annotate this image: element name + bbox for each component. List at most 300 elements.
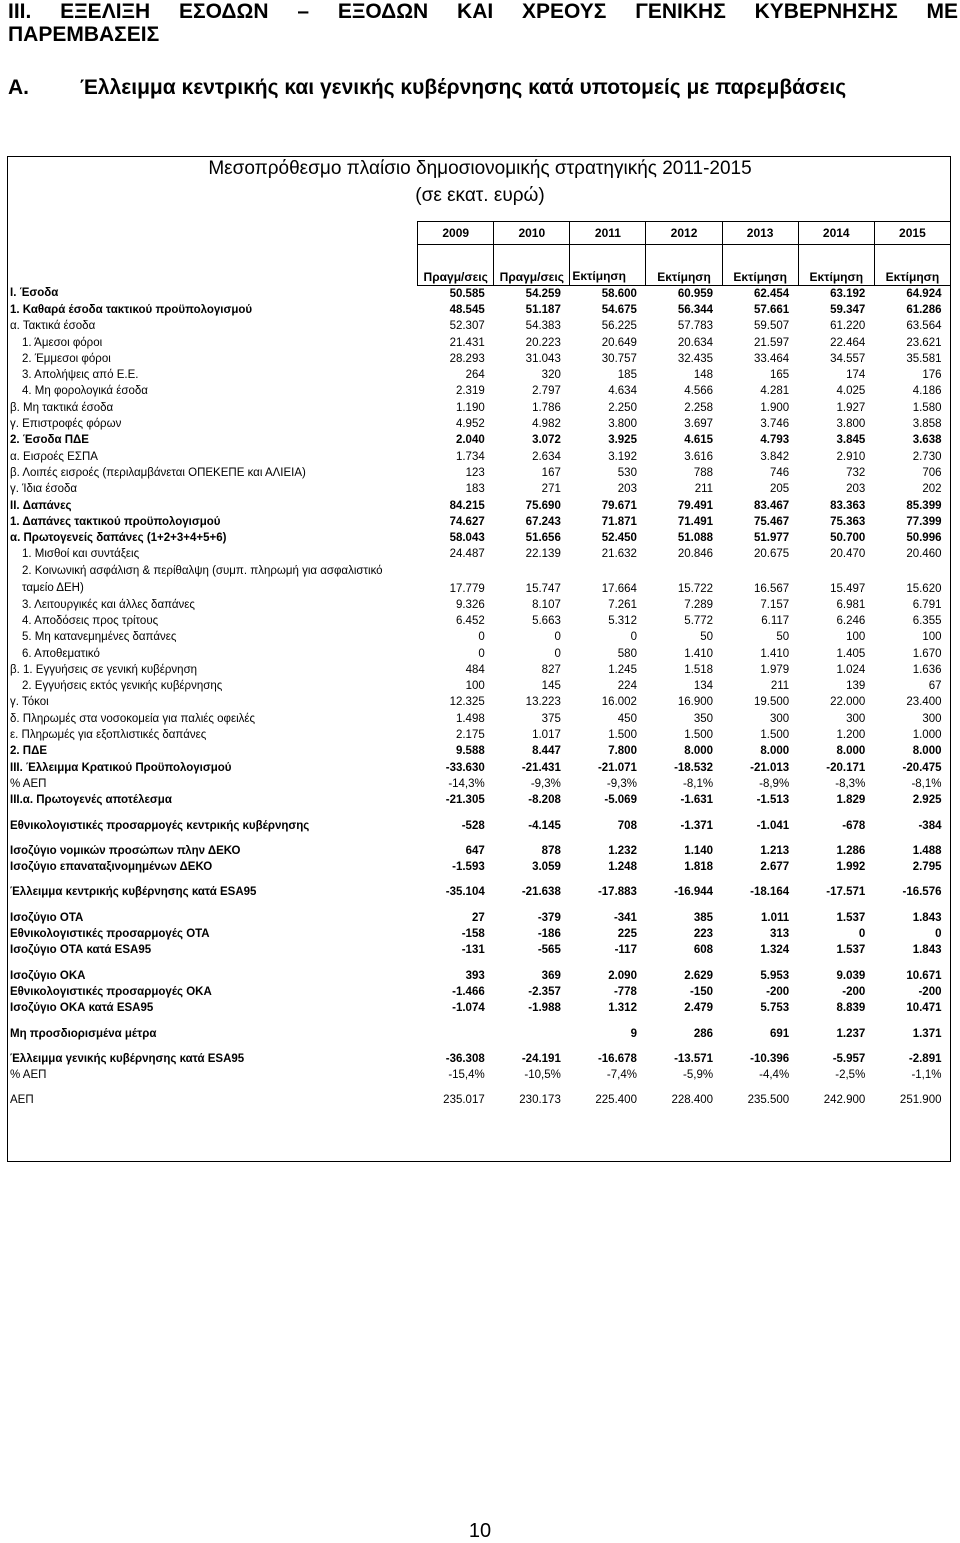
cell-value: -379 [537,911,561,924]
cell-value: 1.900 [760,401,790,414]
year-header: 2012 [646,222,722,245]
cell-value: 2.795 [912,861,942,874]
cell-value: 1.011 [761,911,790,924]
cell-value: 691 [770,1027,790,1040]
cell-value: 52.450 [601,532,637,545]
row-label: Ισοζύγιο ΟΚΑ κατά ESA95 [10,1002,154,1015]
cell-value: 2.629 [684,969,714,982]
cell-value: 1.410 [684,647,714,660]
status-header: Εκτίμηση [874,245,950,286]
table-row [8,514,951,530]
cell-value: 20.649 [601,336,637,349]
cell-value: -4.145 [528,819,561,832]
cell-value: 7.800 [608,745,637,758]
cell-value: 235.500 [747,1094,790,1107]
cell-value: 1.580 [912,401,942,414]
cell-value: -384 [918,819,942,832]
cell-value: 8.447 [532,745,561,758]
row-label: % ΑΕΠ [10,777,47,790]
cell-value: -200 [766,985,790,998]
cell-value: 2.634 [532,450,561,463]
cell-value: 15.722 [677,583,714,596]
cell-value: 100 [465,680,485,693]
cell-value: 225.400 [595,1094,637,1107]
cell-value: -341 [613,911,637,924]
cell-value: 228.400 [671,1094,714,1107]
cell-value: 1.312 [608,1002,637,1015]
cell-value: -18.532 [674,761,714,774]
cell-value: 165 [770,369,790,382]
cell-value: -10.396 [750,1052,790,1065]
table-row [8,498,951,514]
cell-value: 313 [770,928,790,941]
cell-value: 3.842 [760,450,790,463]
table-row [8,351,951,367]
table-row [8,613,951,629]
cell-value: 1.843 [912,911,942,924]
spacer-row [8,959,951,968]
cell-value: 100 [922,631,942,644]
cell-value: -1.631 [680,794,714,807]
cell-value: 56.225 [601,320,637,333]
cell-value: 15.620 [906,583,942,596]
cell-value: 1.818 [684,861,714,874]
cell-value: 75.690 [525,499,561,512]
table-row [8,711,951,727]
cell-value: 0 [554,647,561,660]
row-label: Ισοζύγιο επαναταξινομημένων ΔΕΚΟ [10,861,213,874]
cell-value: 35.581 [906,352,942,365]
table-body [8,286,951,1110]
cell-value: 58.043 [449,532,485,545]
row-label: 5. Μη κατανεμημένες δαπάνες [22,631,177,644]
cell-value: 300 [846,712,866,725]
cell-value: 23.621 [906,336,942,349]
spacer-row [8,901,951,910]
cell-value: 350 [693,712,714,725]
cell-value: 271 [541,483,561,496]
cell-value: 4.566 [684,385,714,398]
cell-value: 51.187 [525,303,561,316]
cell-value: 30.757 [601,352,637,365]
table-title: Μεσοπρόθεσμο πλαίσιο δημοσιονομικής στρατηγικής 2011-2015 [208,158,752,179]
cell-value: 1.979 [760,663,790,676]
cell-value: 1.405 [836,647,866,660]
cell-value: 286 [693,1027,714,1040]
cell-value: 54.675 [601,303,637,316]
table-row [8,760,951,776]
year-header: 2015 [874,222,950,245]
cell-value: 1.786 [532,401,561,414]
cell-value: 58.600 [601,287,637,300]
row-label: α. Πρωτογενείς δαπάνες (1+2+3+4+5+6) [10,532,227,545]
cell-value: 1.500 [760,729,790,742]
cell-value: 2.258 [684,401,714,414]
table-row [8,860,951,876]
cell-value: 67.243 [525,515,561,528]
table-row [8,433,951,449]
cell-value: 235.017 [443,1094,485,1107]
cell-value: 1.670 [912,647,942,660]
cell-value: 230.173 [519,1094,561,1107]
cell-value: 6.355 [912,614,942,627]
status-header: Εκτίμηση [646,245,722,286]
cell-value: 6.117 [761,614,790,627]
cell-value: 1.636 [912,663,942,676]
cell-value: 85.399 [906,499,942,512]
cell-value: 4.281 [760,385,790,398]
cell-value: 79.671 [601,499,637,512]
year-header: 2013 [722,222,798,245]
cell-value: 13.223 [525,696,561,709]
cell-value: 4.634 [608,385,637,398]
cell-value: 369 [541,969,561,982]
table-row [8,968,951,984]
cell-value: 1.140 [684,844,714,857]
cell-value: 19.500 [754,696,790,709]
cell-value: -24.191 [521,1052,561,1065]
cell-value: 64.924 [906,287,942,300]
row-label: 3. Απολήψεις από Ε.Ε. [22,369,139,382]
row-label: α. Τακτικά έσοδα [10,320,96,333]
cell-value: 5.663 [532,614,561,627]
cell-value: 385 [693,911,714,924]
cell-value: 8.839 [836,1002,866,1015]
cell-value: 788 [693,466,714,479]
row-label: 4. Μη φορολογικά έσοδα [22,385,148,398]
cell-value: -200 [842,985,866,998]
cell-value: 320 [541,369,561,382]
cell-value: 1.498 [455,712,485,725]
cell-value: -20.171 [826,761,866,774]
table-row [8,367,951,383]
table-row [8,943,951,959]
cell-value: 1.537 [836,911,866,924]
cell-value: -9,3% [530,777,561,790]
cell-value: 5.772 [684,614,714,627]
cell-value: 4.025 [836,385,866,398]
cell-value: 1.200 [836,729,866,742]
year-header: 2011 [570,222,646,245]
cell-value: 20.460 [906,548,942,561]
cell-value: 59.507 [754,320,790,333]
cell-value: 3.638 [912,434,942,447]
cell-value: 211 [694,483,714,496]
cell-value: 1.992 [836,861,866,874]
cell-value: 34.557 [830,352,866,365]
cell-value: 5.312 [608,614,637,627]
row-label: Εθνικολογιστικές προσαρμογές κεντρικής κυβέρνησης [10,819,310,832]
cell-value: 1.213 [760,844,790,857]
cell-value: 6.452 [455,614,485,627]
cell-value: 3.746 [760,418,790,431]
cell-value: 60.959 [677,287,714,300]
row-label: 1. Δαπάνες τακτικού προϋπολογισμού [10,515,221,528]
cell-value: 203 [846,483,866,496]
cell-value: -1.041 [756,819,790,832]
cell-value: 51.977 [754,532,790,545]
cell-value: 1.190 [455,401,485,414]
cell-value: -33.630 [445,761,485,774]
row-label: Εθνικολογιστικές προσαρμογές ΟΚΑ [10,985,212,998]
table-row [8,547,951,563]
table-row [8,400,951,416]
cell-value: 1.410 [760,647,790,660]
cell-value: -21.305 [445,794,485,807]
cell-value: 74.627 [449,515,485,528]
cell-value: -131 [461,944,485,957]
cell-value: 9 [630,1027,637,1040]
spacer-row [8,1017,951,1026]
year-header-row [8,222,951,245]
cell-value: 22.139 [525,548,561,561]
cell-value: 63.192 [830,287,866,300]
table-row [8,793,951,809]
cell-value: 251.900 [899,1094,942,1107]
cell-value: 0 [554,631,561,644]
cell-value: 0 [935,928,942,941]
cell-value: 148 [693,369,714,382]
table-row [8,416,951,432]
section-number: Α. [8,76,29,99]
cell-value: 647 [465,844,485,857]
cell-value: 16.567 [754,583,790,596]
cell-value: 183 [465,483,485,496]
cell-value: 3.800 [836,418,866,431]
cell-value: 100 [846,631,866,644]
cell-value: -18.164 [750,886,790,899]
cell-value: 1.237 [836,1027,866,1040]
cell-value: 52.307 [449,320,485,333]
cell-value: 54.259 [525,287,561,300]
cell-value: 22.000 [830,696,866,709]
cell-value: -16.944 [674,886,714,899]
cell-value: 1.324 [760,944,790,957]
cell-value: 75.467 [754,515,790,528]
cell-value: 0 [858,928,866,941]
cell-value: 9.326 [455,598,485,611]
row-label: Ισοζύγιο ΟΚΑ [10,969,86,982]
cell-value: 4.615 [684,434,714,447]
cell-value: 15.497 [830,583,866,596]
cell-value: 7.261 [608,598,637,611]
cell-value: 61.286 [906,303,942,316]
cell-value: -200 [918,985,942,998]
cell-value: -8,3% [835,777,866,790]
table-row [8,1026,951,1042]
cell-value: 3.059 [532,861,561,874]
cell-value: 20.470 [830,548,866,561]
row-label: δ. Πληρωμές στα νοσοκομεία για παλιές οφειλές [10,712,256,725]
cell-value: 27 [471,911,485,924]
cell-value: 8.000 [836,745,866,758]
row-label: γ. Ίδια έσοδα [10,483,78,496]
cell-value: 1.286 [836,844,866,857]
table-row [8,1067,951,1083]
cell-value: -14,3% [448,777,485,790]
cell-value: 6.981 [836,598,866,611]
cell-value: 2.925 [912,794,942,807]
cell-value: -17.883 [597,886,637,899]
cell-value: 6.246 [836,614,866,627]
cell-value: -20.475 [902,761,942,774]
cell-value: 54.383 [525,320,561,333]
cell-value: 203 [617,483,637,496]
cell-value: -8.208 [528,794,561,807]
spacer-row [8,1042,951,1051]
cell-value: 6.791 [912,598,942,611]
cell-value: 1.829 [836,794,866,807]
cell-value: -10,5% [524,1069,561,1082]
cell-value: 4.952 [455,418,485,431]
cell-value: 3.925 [608,434,637,447]
cell-value: -16.678 [597,1052,637,1065]
cell-value: 31.043 [525,352,561,365]
cell-value: -1.593 [452,861,485,874]
table-row [8,286,951,303]
cell-value: 1.371 [912,1027,942,1040]
table-row [8,984,951,1000]
cell-value: 62.454 [754,287,790,300]
cell-value: 59.347 [830,303,866,316]
cell-value: -8,1% [911,777,942,790]
row-label: 2. Κοινωνική ασφάλιση & περίθαλψη (συμπ. πληρωμή για ασφαλιστικό ταμείο ΔΕΗ) [22,565,383,595]
spacer-row [8,809,951,818]
table-row [8,530,951,546]
table-row [8,319,951,335]
cell-value: 8.000 [684,745,714,758]
page-number: 10 [468,1520,492,1542]
cell-value: 21.431 [449,336,485,349]
cell-value: 134 [693,680,714,693]
table-row [8,597,951,613]
cell-value: 84.215 [449,499,485,512]
cell-value: -2.357 [528,985,561,998]
cell-value: 2.677 [760,861,790,874]
cell-value: 211 [770,680,790,693]
cell-value: -1.074 [452,1002,485,1015]
cell-value: 20.675 [754,548,790,561]
cell-value: -528 [461,819,485,832]
table-row [8,727,951,743]
row-label: 2. Έσοδα ΠΔΕ [10,434,89,447]
cell-value: 167 [541,466,561,479]
row-label: 2. Έμμεσοι φόροι [22,352,111,365]
table-row [8,926,951,942]
table-row [8,843,951,859]
cell-value: 580 [617,647,637,660]
cell-value: 205 [770,483,790,496]
cell-value: 1.024 [836,663,866,676]
status-header: Πραγμ/σεις [494,245,570,286]
cell-value: 83.363 [830,499,866,512]
cell-value: -5.069 [604,794,637,807]
cell-value: 4.186 [912,385,942,398]
row-label: β. Λοιπές εισροές (περιλαμβάνεται ΟΠΕΚΕΠΕ και ΑΛΙΕΙΑ) [10,466,306,479]
cell-value: 48.545 [449,303,485,316]
table-unit: (σε εκατ. ευρώ) [415,185,545,206]
status-header: Εκτίμηση [570,245,646,286]
cell-value: 0 [478,631,485,644]
cell-value: -16.576 [902,886,942,899]
table-row [8,335,951,351]
spacer-row [8,834,951,843]
cell-value: 123 [465,466,485,479]
cell-value: 706 [922,466,942,479]
status-header: Εκτίμηση [798,245,874,286]
row-label: β. Μη τακτικά έσοδα [10,401,114,414]
spacer-row [8,1084,951,1093]
cell-value: -36.308 [445,1052,485,1065]
cell-value: -21.071 [597,761,637,774]
table-row [8,563,951,597]
row-label: Εθνικολογιστικές προσαρμογές ΟΤΑ [10,928,210,941]
cell-value: 20.223 [525,336,561,349]
cell-value: 24.487 [449,548,485,561]
cell-value: 3.072 [532,434,561,447]
cell-value: 50.585 [449,287,485,300]
cell-value: 3.616 [684,450,714,463]
cell-value: 732 [846,466,866,479]
cell-value: 57.661 [754,303,790,316]
year-header: 2010 [494,222,570,245]
cell-value: 2.040 [455,434,485,447]
cell-value: 530 [617,466,637,479]
table-row [8,646,951,662]
table-row [8,818,951,834]
row-label: II. Δαπάνες [10,499,72,512]
cell-value: 50 [700,631,714,644]
row-label: Έλλειμμα γενικής κυβέρνησης κατά ESA95 [10,1052,245,1065]
cell-value: 1.248 [608,861,637,874]
cell-value: 50.996 [906,532,942,545]
cell-value: 17.779 [449,583,485,596]
cell-value: 223 [693,928,714,941]
cell-value: -4,4% [759,1069,790,1082]
cell-value: 1.537 [836,944,866,957]
fiscal-table [8,221,951,1109]
row-label: γ. Επιστροφές φόρων [10,418,122,431]
cell-value: -565 [537,944,561,957]
cell-value: -186 [537,928,561,941]
row-label: β. 1. Εγγυήσεις σε γενική κυβέρνηση [10,663,198,676]
row-label: ΑΕΠ [10,1094,34,1107]
cell-value: 17.664 [601,583,637,596]
section-title: Έλλειμμα κεντρικής και γενικής κυβέρνησης κατά υποτομείς με παρεμβάσεις [80,76,847,99]
table-row [8,1093,951,1109]
row-label: % ΑΕΠ [10,1069,47,1082]
row-label: 6. Αποθεματικό [22,647,100,660]
cell-value: 185 [617,369,637,382]
cell-value: 51.656 [525,532,561,545]
cell-value: 8.107 [532,598,561,611]
cell-value: 4.793 [760,434,790,447]
cell-value: 2.730 [912,450,942,463]
cell-value: 1.017 [532,729,561,742]
chapter-heading-line2: ΠΑΡΕΜΒΑΣΕΙΣ [8,23,160,46]
table-row [8,384,951,400]
cell-value: 16.002 [601,696,637,709]
table-row [8,662,951,678]
cell-value: 1.843 [912,944,942,957]
cell-value: -8,9% [759,777,790,790]
cell-value: 5.753 [760,1002,790,1015]
cell-value: 16.900 [677,696,714,709]
cell-value: -2,5% [835,1069,866,1082]
cell-value: 79.491 [677,499,714,512]
table-row [8,630,951,646]
cell-value: 0 [630,631,637,644]
